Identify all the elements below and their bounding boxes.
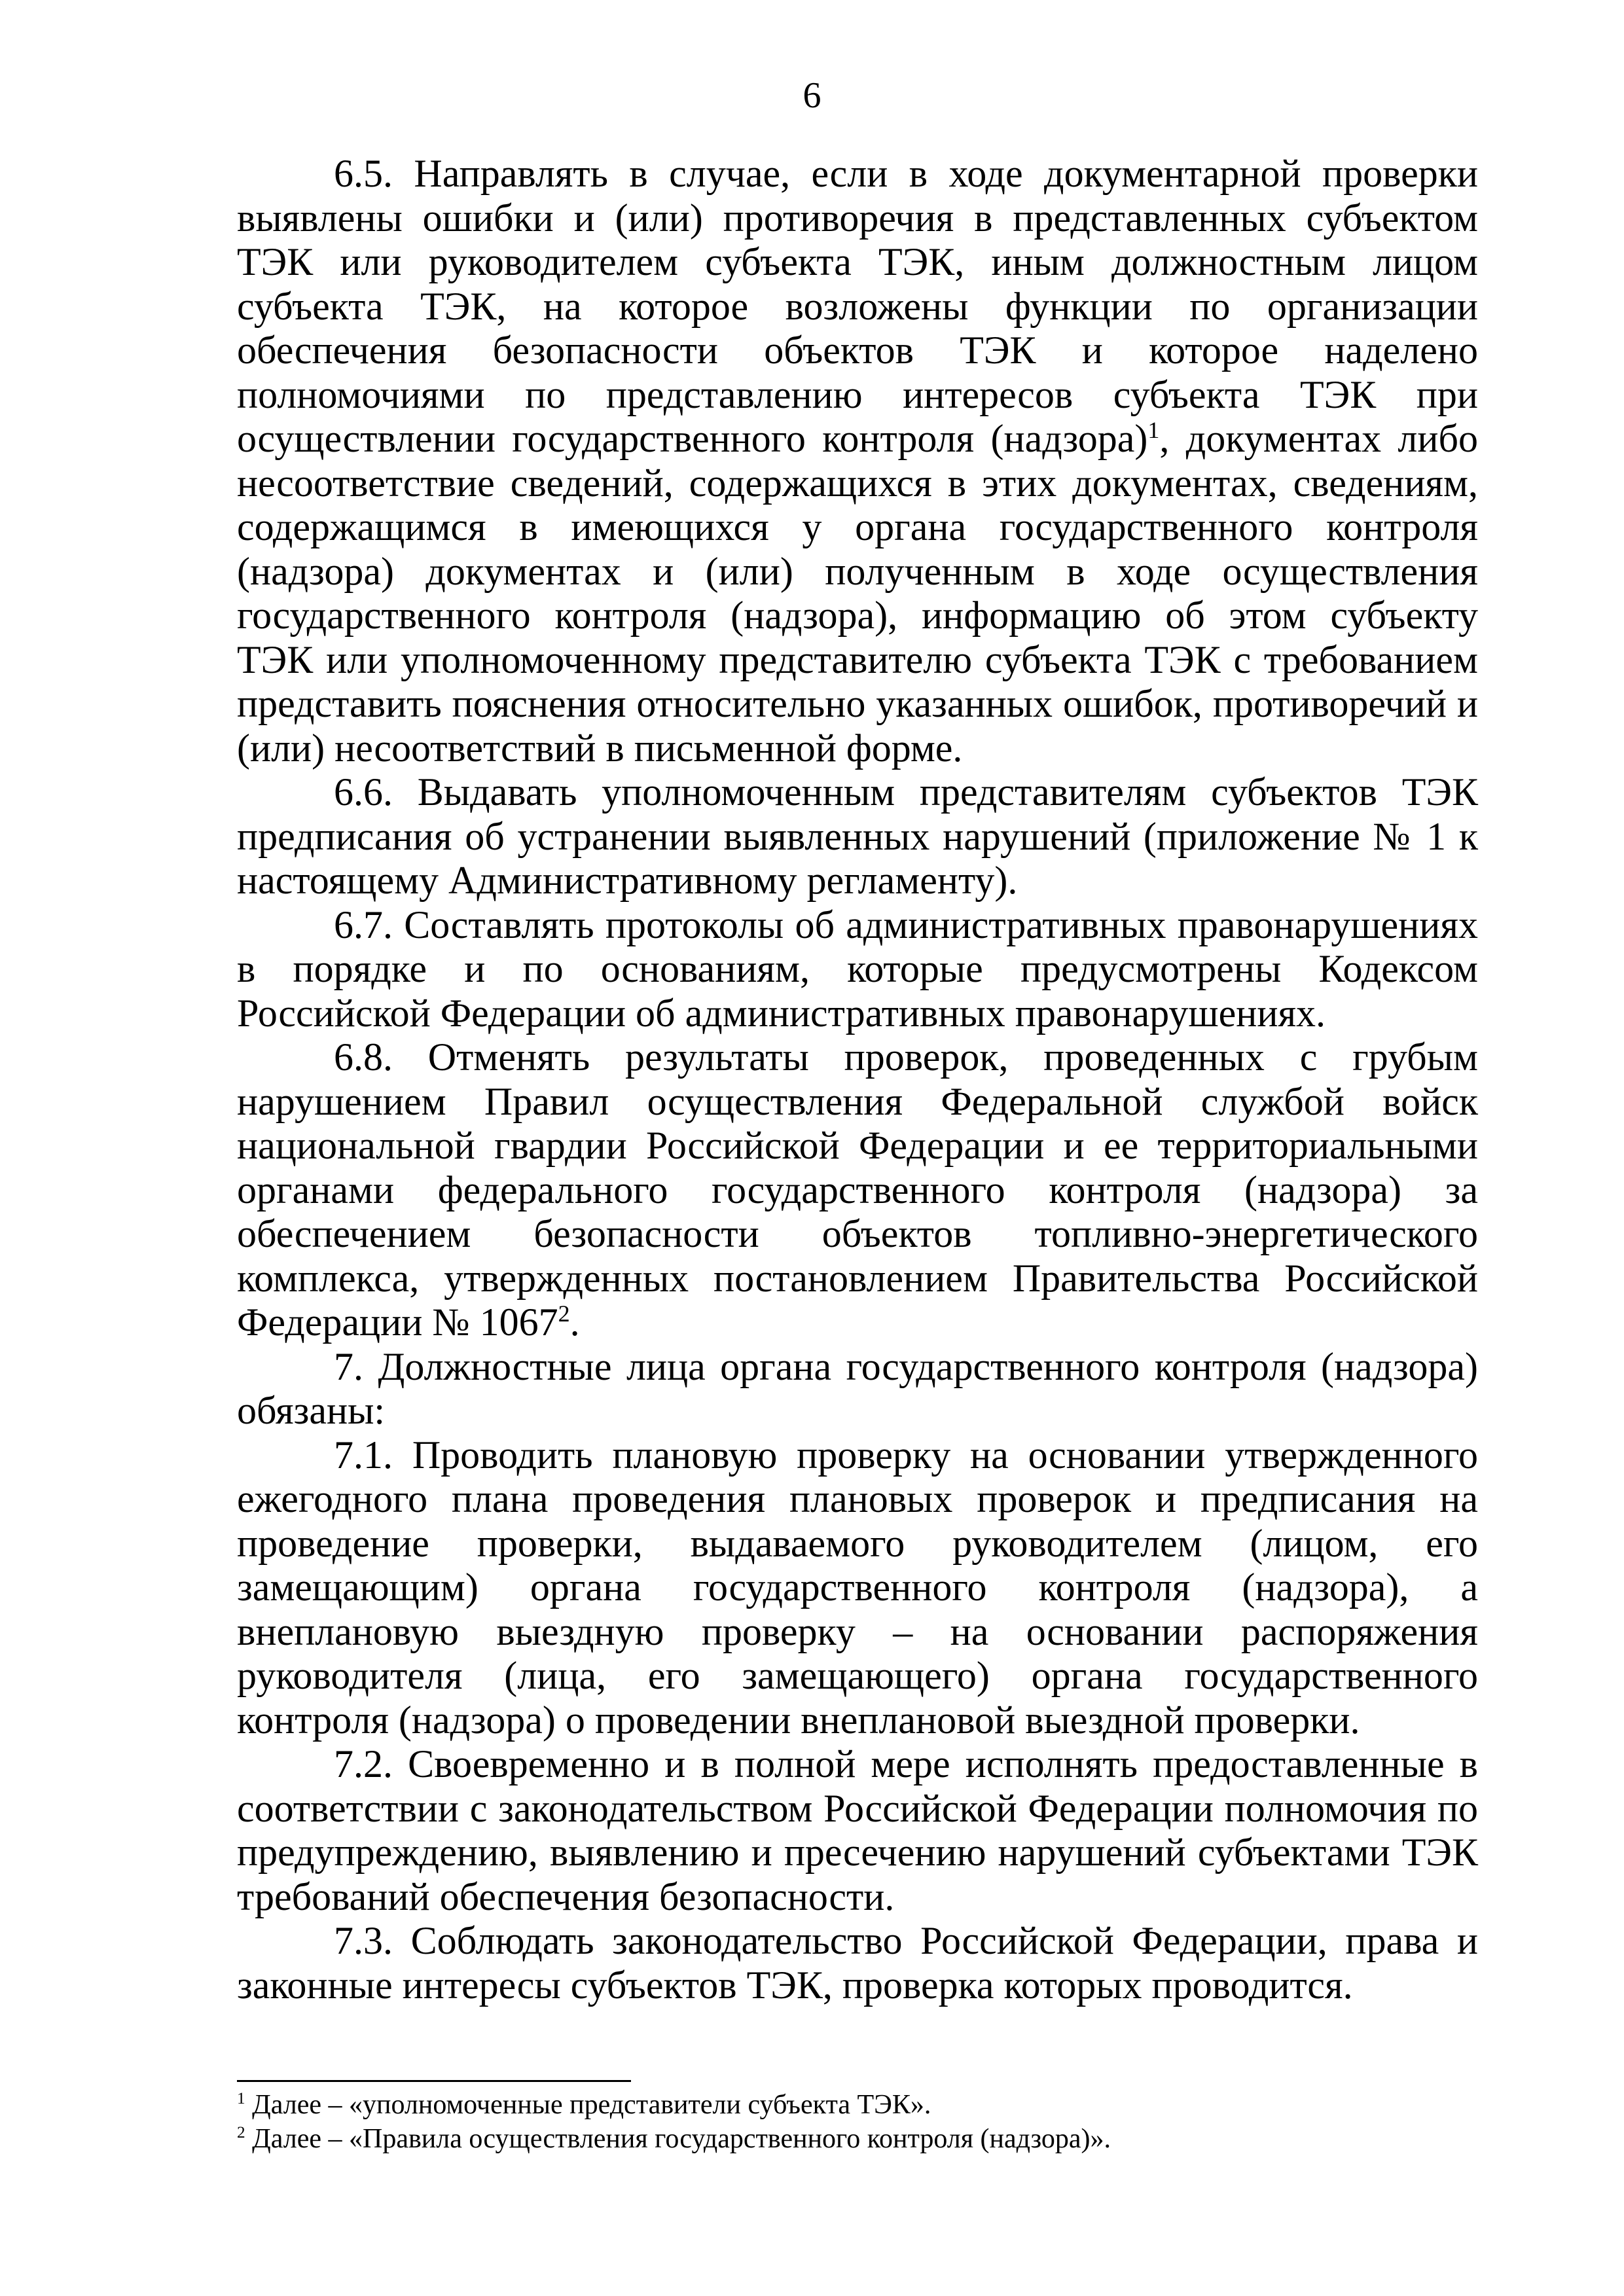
paragraph-6-7: 6.7. Составлять протоколы об административных правонарушениях в порядке и по основаниям, которые предусмотрены Кодексом Российской Федерации об административных правонарушениях. [237, 903, 1478, 1035]
footnote-divider [237, 2080, 631, 2082]
paragraph-6-5 [237, 152, 1478, 770]
paragraph-text: 6.8. Отменять результаты проверок, проведенных с грубым нарушением Правил осуществления Федеральной службой войск национальной гвардии Российской Федерации и ее территориальными органами федерального государственного контроля (надзора) за обеспечением безопасности объектов топливно-энергетического комплекса, утвержденных постановлением Правительства Российской Федерации № 1067 [237, 1035, 1478, 1344]
paragraph-7-2: 7.2. Своевременно и в полной мере исполнять предоставленные в соответствии с законодательством Российской Федерации полномочия по предупреждению, выявлению и пресечению нарушений субъектами ТЭК требований обеспечения безопасности. [237, 1742, 1478, 1918]
paragraph-7-3: 7.3. Соблюдать законодательство Российской Федерации, права и законные интересы субъектов ТЭК, проверка которых проводится. [237, 1919, 1478, 2007]
footnotes [237, 2088, 1478, 2156]
paragraph-7: 7. Должностные лица органа государственного контроля (надзора) обязаны: [237, 1344, 1478, 1432]
footnote-mark: 1 [237, 2090, 245, 2108]
footnote-ref-1: 1 [1147, 417, 1160, 443]
footnote-text: Далее – «Правила осуществления государственного контроля (надзора)». [245, 2124, 1111, 2154]
footnote-mark: 2 [237, 2124, 245, 2142]
footnote-ref-2: 2 [558, 1300, 570, 1327]
paragraph-text-continued: . [569, 1300, 580, 1344]
paragraph-6-8 [237, 1035, 1478, 1345]
footnote-text: Далее – «уполномоченные представители субъекта ТЭК». [245, 2090, 931, 2120]
paragraph-text-continued: , документах либо несоответствие сведений, содержащихся в этих документах, сведениям, содержащимся в имеющихся у органа государственного контроля (надзора) документах и (или) полученным в ходе осуществления государственного контроля (надзора), информацию об этом субъекту ТЭК или уполномоченному представителю субъекта ТЭК с требованием представить пояснения относительно указанных ошибок, противоречий и (или) несоответствий в письменной форме. [237, 417, 1478, 770]
paragraph-text: 6.5. Направлять в случае, если в ходе документарной проверки выявлены ошибки и (или) противоречия в представленных субъектом ТЭК или руководителем субъекта ТЭК, иным должностным лицом субъекта ТЭК, на которое возложены функции по организации обеспечения безопасности объектов ТЭК и которое наделено полномочиями по представлению интересов субъекта ТЭК при осуществлении государственного контроля (надзора) [237, 152, 1478, 460]
footnote-2 [237, 2122, 1478, 2156]
document-body [237, 152, 1478, 2007]
paragraph-7-1: 7.1. Проводить плановую проверку на основании утвержденного ежегодного плана проведения плановых проверок и предписания на проведение проверки, выдаваемого руководителем (лицом, его замещающим) органа государственного контроля (надзора), а внеплановую выездную проверку – на основании распоряжения руководителя (лица, его замещающего) органа государственного контроля (надзора) о проведении внеплановой выездной проверки. [237, 1433, 1478, 1742]
page-number: 6 [803, 75, 821, 116]
paragraph-6-6: 6.6. Выдавать уполномоченным представителям субъектов ТЭК предписания об устранении выявленных нарушений (приложение № 1 к настоящему Административному регламенту). [237, 770, 1478, 902]
footnote-1 [237, 2088, 1478, 2122]
